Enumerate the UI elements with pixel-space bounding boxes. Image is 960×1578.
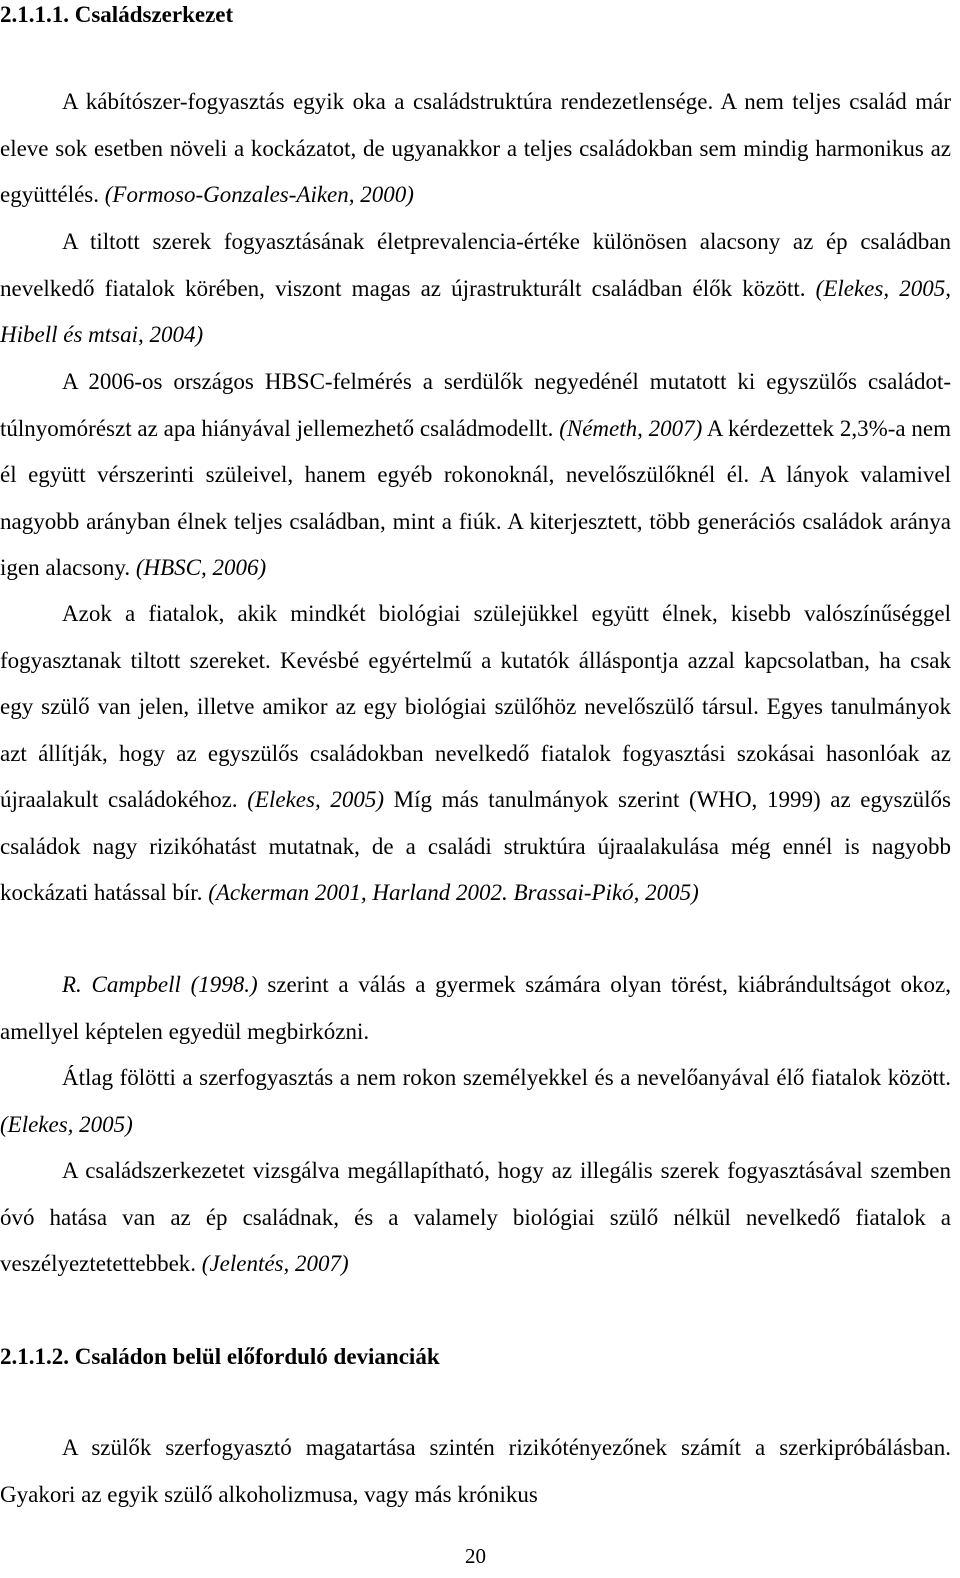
citation: (Németh, 2007) <box>559 415 703 441</box>
paragraph <box>0 359 951 592</box>
paragraph-text: A szülők szerfogyasztó magatartása szintén rizikótényezőnek számít a szerkipróbálásban. Gyakori az egyik szülő alkoholizmusa, vagy más krónikus <box>0 1435 951 1507</box>
paragraph-text: Míg más tanulmányok szerint (WHO, 1999) az egyszülős családok nagy rizikóhatást mutatnak, de a családi struktúra újraalakulása még ennél is nagyobb kockázati hatással bír. <box>0 787 951 905</box>
paragraph-text: A 2006-os országos HBSC-felmérés a serdülők negyedénél mutatott ki egyszülős családot- túlnyomórészt az apa hiányával jellemezhető családmodellt. <box>0 369 951 441</box>
paragraph-text: A kábítószer-fogyasztás egyik oka a családstruktúra rendezetlensége. A nem teljes család már eleve sok esetben növeli a kockázatot, de ugyanakkor a teljes családokban sem mindig harmonikus az együttélés. <box>0 89 951 207</box>
paragraph-text: A tiltott szerek fogyasztásának életprevalencia-értéke különösen alacsony az ép családban nevelkedő fiatalok körében, viszont magas az újrastrukturált családban élők között. <box>0 229 951 301</box>
paragraph <box>0 219 951 359</box>
citation: (Jelentés, 2007) <box>201 1251 349 1276</box>
paragraph <box>0 1055 951 1148</box>
citation: (Elekes, 2005) <box>247 787 384 812</box>
paragraph-text: A családszerkezetet vizsgálva megállapítható, hogy az illegális szerek fogyasztásával szemben óvó hatása van az ép családnak, és a valamely biológiai szülő nélkül nevelkedő fiatalok a veszélyeztetettebbek. <box>0 1158 951 1276</box>
paragraph-text: Azok a fiatalok, akik mindkét biológiai szülejükkel együtt élnek, kisebb valószínűséggel fogyasztanak tiltott szereket. Kevésbé egyértelmű a kutatók álláspontja azzal kapcsolatban, ha csak egy szülő van jelen, illetve amikor az egy biológiai szülőhöz nevelőszülő társul. Egyes tanulmányok azt állítják, hogy az egyszülős családokban nevelkedő fiatalok fogyasztási szokásai hasonlóak az újraalakult családokéhoz. <box>0 601 951 812</box>
page-number: 20 <box>465 1544 486 1568</box>
paragraph-text: Átlag fölötti a szerfogyasztás a nem rokon személyekkel és a nevelőanyával élő fiatalok között. <box>62 1065 951 1090</box>
section-heading-deviances: 2.1.1.2. Családon belül előforduló devianciák <box>0 1344 440 1369</box>
citation: (Ackerman 2001, Harland 2002. Brassai-Pikó, 2005) <box>208 880 699 905</box>
citation: (Elekes, 2005) <box>0 1111 133 1137</box>
citation: (Elekes, 2005, Hibell és mtsai, 2004) <box>0 275 951 347</box>
citation: (Formoso-Gonzales-Aiken, 2000) <box>104 182 414 207</box>
paragraph <box>0 1425 951 1518</box>
paragraph-text: A kérdezettek 2,3%-a nem él együtt vérszerinti szüleivel, hanem egyéb rokonoknál, nevelőszülőknél él. A lányok valamivel nagyobb arányban élnek teljes családban, mint a fiúk. A kiterjesztett, több generációs családok aránya igen alacsony. <box>0 415 952 580</box>
section-heading-family-structure: 2.1.1.1. Családszerkezet <box>0 2 234 27</box>
citation: (HBSC, 2006) <box>135 555 267 580</box>
paragraph <box>0 591 951 917</box>
citation: R. Campbell (1998.) <box>62 972 258 997</box>
paragraph <box>0 79 951 219</box>
paragraph <box>0 962 951 1055</box>
paragraph <box>0 1148 951 1288</box>
paragraph-text: szerint a válás a gyermek számára olyan törést, kiábrándultságot okoz, amellyel képtelen egyedül megbirkózni. <box>0 972 952 1044</box>
